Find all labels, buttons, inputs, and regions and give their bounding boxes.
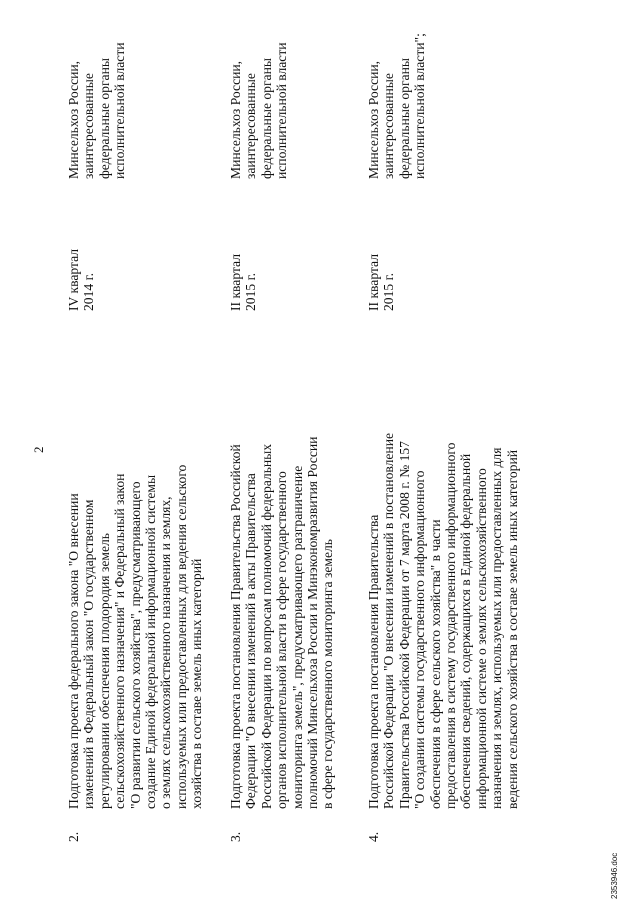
row-period: [228, 231, 259, 311]
desc-line: предоставления в систему государственного информационного: [443, 442, 459, 809]
row-responsible: [228, 9, 290, 179]
responsible-line: Минсельхоз России,: [66, 60, 81, 179]
desc-line: в сфере государственного мониторинга земель: [320, 538, 336, 809]
desc-line: Подготовка проекта федерального закона "О внесении: [66, 493, 81, 809]
responsible-line: заинтересованные: [381, 73, 397, 179]
desc-line: Российской Федерации "О внесении изменений в постановление: [381, 432, 397, 809]
desc-line: используемых или предоставленных для ведения сельского: [173, 464, 189, 809]
row-number: 2.: [66, 831, 81, 842]
desc-line: Российской Федерации по вопросам полномочий федеральных: [258, 443, 274, 809]
period-line: 2014 г.: [81, 272, 97, 311]
desc-line: сельскохозяйственного назначения" и Федеральный закон: [112, 473, 128, 809]
desc-line: назначения и землях, используемых или предоставленных для: [489, 447, 505, 809]
desc-line: Федерации "О внесении изменений в акты Правительства: [243, 473, 259, 809]
desc-line: Правительства Российской Федерации от 7 марта 2008 г. № 157: [396, 441, 412, 809]
row-description: [66, 439, 205, 809]
page-number: 2: [31, 446, 46, 453]
desc-line: ведения сельского хозяйства в составе земель иных категорий: [504, 449, 520, 809]
period-line: IV квартал: [66, 248, 81, 311]
responsible-line: заинтересованные: [81, 73, 97, 179]
row-period: [66, 231, 97, 311]
row-description: [228, 436, 336, 809]
period-line: 2015 г.: [381, 272, 397, 311]
responsible-line: Минсельхоз России,: [366, 60, 381, 179]
desc-line: органов исполнительной власти в сфере государственного: [274, 471, 290, 809]
responsible-line: федеральные органы: [96, 58, 112, 179]
period-line: II квартал: [366, 254, 381, 311]
desc-line: создание Единой федеральной информационной системы: [143, 474, 159, 809]
row-period: [366, 231, 397, 311]
desc-line: информационной системе о землях сельскохозяйственного: [473, 468, 489, 809]
responsible-line: исполнительной власти: [274, 42, 290, 179]
footer-filename: 2353946.doc: [610, 852, 619, 899]
period-line: II квартал: [228, 254, 243, 311]
row-number: 4.: [366, 831, 381, 842]
desc-line: "О развитии сельского хозяйства", предусматривающего: [127, 481, 143, 809]
desc-line: обеспечения сведений, содержащихся в Единой федеральной: [458, 453, 474, 809]
row-description: [366, 432, 520, 809]
row-responsible: [66, 9, 128, 179]
desc-line: хозяйства в составе земель иных категорий: [189, 558, 205, 809]
row-number: 3.: [228, 831, 243, 842]
responsible-line: федеральные органы: [396, 58, 412, 179]
period-line: 2015 г.: [243, 272, 259, 311]
responsible-line: Минсельхоз России,: [228, 60, 243, 179]
desc-line: полномочий Минсельхоза России и Минэкономразвития России: [305, 436, 321, 809]
desc-line: регулировании обеспечения плодородия земель: [96, 533, 112, 809]
desc-line: Подготовка проекта постановления Правительства Российской: [228, 444, 243, 809]
responsible-line: заинтересованные: [243, 73, 259, 179]
row-responsible: [366, 9, 428, 179]
responsible-line: федеральные органы: [258, 58, 274, 179]
desc-line: мониторинга земель", предусматривающего разграничение: [289, 465, 305, 809]
desc-line: обеспечения в сфере сельского хозяйства" в части: [427, 519, 443, 809]
responsible-line: исполнительной власти: [112, 42, 128, 179]
desc-line: изменений в Федеральный закон "О государственном: [81, 499, 97, 809]
desc-line: "О создании системы государственного информационного: [412, 470, 428, 809]
desc-line: Подготовка проекта постановления Правительства: [366, 514, 381, 809]
desc-line: о землях сельскохозяйственного назначения и землях,: [158, 496, 174, 809]
responsible-line: исполнительной власти";: [412, 33, 428, 179]
